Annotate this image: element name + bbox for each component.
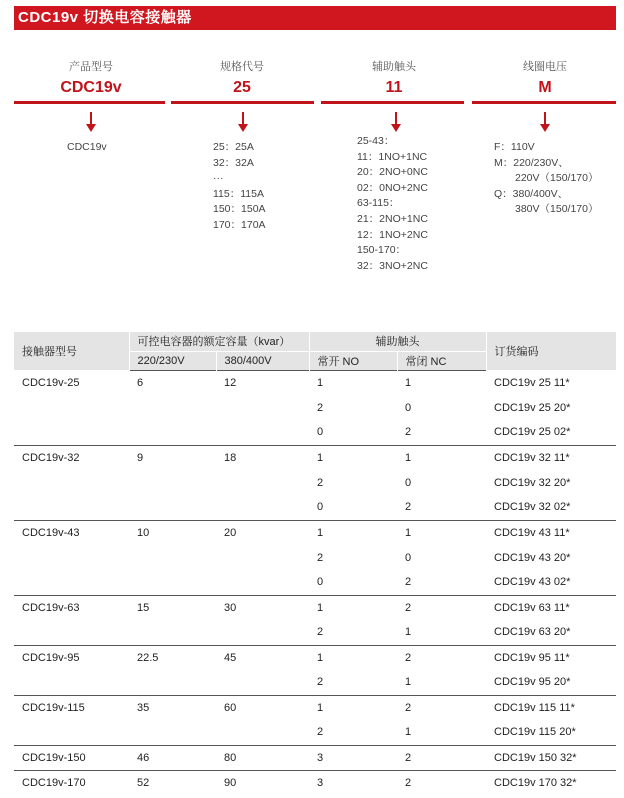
option-item: 25：25A bbox=[213, 141, 254, 153]
code-label: 辅助触头 bbox=[372, 61, 416, 73]
cell-v2 bbox=[216, 470, 309, 495]
option-item: 32：3NO+2NC bbox=[357, 259, 428, 272]
code-label: 规格代号 bbox=[220, 61, 264, 73]
code-value: M bbox=[538, 79, 552, 96]
cell-order-code: CDC19v 95 11* bbox=[494, 651, 570, 664]
cell-order-code: CDC19v 115 11* bbox=[494, 701, 575, 714]
cell-no: 2 bbox=[309, 620, 397, 645]
arrow-down-icon bbox=[540, 112, 550, 136]
code-underline bbox=[171, 101, 314, 104]
table-row bbox=[14, 445, 616, 470]
cell-order-code: CDC19v 115 20* bbox=[486, 720, 616, 745]
option-item: 380V（150/170） bbox=[494, 203, 599, 216]
option-item: 25-43： bbox=[357, 135, 395, 147]
cell-nc: 2 bbox=[397, 495, 486, 520]
table-row bbox=[14, 745, 616, 770]
table-row bbox=[14, 370, 616, 395]
options-spec bbox=[213, 140, 266, 234]
head-aux: 辅助触头 bbox=[309, 332, 486, 351]
cell-model: CDC19v-150 bbox=[14, 745, 129, 770]
table-row bbox=[14, 620, 616, 645]
options-coil bbox=[494, 140, 598, 218]
arrow-down-icon bbox=[391, 112, 401, 136]
head-order: 订货编码 bbox=[486, 332, 616, 370]
head-nc: 常闭 NC bbox=[397, 351, 486, 370]
cell-v2: 90 bbox=[224, 776, 237, 789]
head-v1: 220/230V bbox=[129, 351, 216, 370]
cell-model: CDC19v-25 bbox=[14, 370, 129, 395]
cell-nc: 1 bbox=[397, 670, 486, 695]
cell-no: 0 bbox=[309, 495, 397, 520]
cell-v2 bbox=[216, 420, 309, 445]
table-row bbox=[14, 695, 616, 720]
table-row bbox=[14, 720, 616, 745]
cell-v1 bbox=[129, 395, 216, 420]
cell-v1: 15 bbox=[137, 601, 150, 614]
cell-v1 bbox=[129, 720, 216, 745]
cell-v2 bbox=[216, 620, 309, 645]
option-item: 170：170A bbox=[213, 218, 266, 231]
code-coil bbox=[475, 58, 615, 100]
cell-v2 bbox=[216, 570, 309, 595]
options-aux bbox=[357, 134, 428, 274]
table-body bbox=[14, 370, 616, 795]
table-row bbox=[14, 645, 616, 670]
cell-v1: 52 bbox=[137, 776, 150, 789]
cell-no: 2 bbox=[317, 551, 324, 564]
cell-nc: 1 bbox=[405, 526, 412, 539]
cell-v1: 35 bbox=[137, 701, 150, 714]
cell-model bbox=[14, 570, 129, 595]
cell-nc: 2 bbox=[405, 701, 412, 714]
cell-nc: 0 bbox=[405, 401, 412, 414]
option-item: F：110V bbox=[494, 141, 535, 153]
code-underline bbox=[321, 101, 464, 104]
code-value: 11 bbox=[385, 79, 403, 96]
cell-nc: 2 bbox=[397, 570, 486, 595]
option-item: 150-170： bbox=[357, 244, 407, 257]
cell-v1 bbox=[129, 570, 216, 595]
cell-nc: 1 bbox=[397, 370, 486, 395]
cell-model: CDC19v-170 bbox=[22, 776, 86, 789]
cell-v1 bbox=[129, 420, 216, 445]
cell-v1 bbox=[129, 620, 216, 645]
cell-v1: 10 bbox=[137, 526, 150, 539]
code-value: 25 bbox=[233, 79, 251, 96]
code-product bbox=[21, 58, 161, 100]
cell-v1: 46 bbox=[129, 745, 216, 770]
cell-model bbox=[14, 395, 129, 420]
table-row bbox=[14, 770, 616, 795]
cell-model: CDC19v-95 bbox=[22, 651, 80, 664]
option-item: CDC19v bbox=[67, 141, 107, 153]
cell-no: 1 bbox=[317, 451, 324, 464]
code-label: 产品型号 bbox=[69, 61, 113, 73]
cell-model bbox=[14, 420, 129, 445]
cell-nc: 0 bbox=[405, 476, 412, 489]
option-item: 150：150A bbox=[213, 203, 266, 216]
cell-nc: 2 bbox=[405, 776, 412, 789]
cell-model bbox=[14, 670, 129, 695]
cell-model: CDC19v-43 bbox=[22, 526, 80, 539]
option-item: Q：380/400V、 bbox=[494, 187, 569, 200]
cell-no: 2 bbox=[317, 476, 324, 489]
option-item: M：220/230V、 bbox=[494, 156, 569, 169]
cell-order-code: CDC19v 43 20* bbox=[494, 551, 571, 564]
option-item: 20：2NO+0NC bbox=[357, 166, 428, 179]
cell-v1 bbox=[129, 470, 216, 495]
cell-v1: 6 bbox=[129, 370, 216, 395]
section-title: CDC19v 切换电容接触器 bbox=[14, 6, 616, 30]
option-item: 12：1NO+2NC bbox=[357, 228, 428, 241]
cell-v1 bbox=[129, 545, 216, 570]
cell-model bbox=[14, 545, 129, 570]
table-row bbox=[14, 470, 616, 495]
cell-no: 1 bbox=[317, 701, 324, 714]
table-row bbox=[14, 670, 616, 695]
cell-no: 3 bbox=[309, 745, 397, 770]
options-product bbox=[67, 140, 107, 156]
cell-nc: 1 bbox=[405, 451, 412, 464]
code-label: 线圈电压 bbox=[523, 61, 567, 73]
table-row bbox=[14, 545, 616, 570]
head-no: 常开 NO bbox=[309, 351, 397, 370]
cell-nc: 2 bbox=[405, 651, 412, 664]
cell-no: 0 bbox=[309, 570, 397, 595]
cell-model bbox=[14, 495, 129, 520]
arrow-down-icon bbox=[86, 112, 96, 136]
cell-nc: 2 bbox=[397, 745, 486, 770]
cell-model: CDC19v-32 bbox=[22, 451, 80, 464]
cell-no: 1 bbox=[317, 526, 324, 539]
cell-model: CDC19v-63 bbox=[22, 601, 80, 614]
cell-order-code: CDC19v 32 02* bbox=[486, 495, 616, 520]
cell-nc: 1 bbox=[397, 720, 486, 745]
cell-model: CDC19v-115 bbox=[22, 701, 85, 714]
cell-v2 bbox=[216, 720, 309, 745]
option-item: 220V（150/170） bbox=[494, 172, 599, 185]
cell-v1 bbox=[129, 495, 216, 520]
table-row bbox=[14, 420, 616, 445]
cell-v2: 18 bbox=[224, 451, 237, 464]
code-aux bbox=[324, 58, 464, 100]
cell-no: 1 bbox=[317, 651, 324, 664]
cell-v2 bbox=[216, 545, 309, 570]
code-underline bbox=[472, 101, 616, 104]
table-row bbox=[14, 570, 616, 595]
cell-order-code: CDC19v 25 02* bbox=[486, 420, 616, 445]
cell-order-code: CDC19v 43 11* bbox=[494, 526, 570, 539]
cell-no: 3 bbox=[317, 776, 324, 789]
cell-order-code: CDC19v 25 11* bbox=[486, 370, 616, 395]
table-row bbox=[14, 495, 616, 520]
cell-order-code: CDC19v 25 20* bbox=[494, 401, 571, 414]
cell-v1: 22.5 bbox=[137, 651, 159, 664]
table-row bbox=[14, 395, 616, 420]
cell-no: 2 bbox=[309, 720, 397, 745]
cell-nc: 1 bbox=[397, 620, 486, 645]
option-item: 21：2NO+1NC bbox=[357, 212, 428, 225]
cell-order-code: CDC19v 63 20* bbox=[486, 620, 616, 645]
cell-v2 bbox=[216, 495, 309, 520]
table-row bbox=[14, 595, 616, 620]
code-value: CDC19v bbox=[60, 79, 122, 96]
code-spec bbox=[172, 58, 312, 100]
table-row bbox=[14, 520, 616, 545]
cell-v2 bbox=[216, 670, 309, 695]
head-capacity: 可控电容器的额定容量（kvar） bbox=[129, 332, 309, 351]
cell-nc: 2 bbox=[405, 601, 412, 614]
cell-order-code: CDC19v 95 20* bbox=[486, 670, 616, 695]
cell-no: 2 bbox=[309, 670, 397, 695]
cell-order-code: CDC19v 43 02* bbox=[486, 570, 616, 595]
option-item: 32：32A bbox=[213, 156, 254, 169]
spec-table bbox=[14, 332, 616, 795]
cell-v2: 80 bbox=[216, 745, 309, 770]
cell-v2 bbox=[216, 395, 309, 420]
head-v2: 380/400V bbox=[216, 351, 309, 370]
code-underline bbox=[14, 101, 165, 104]
cell-model bbox=[14, 470, 129, 495]
cell-model bbox=[14, 620, 129, 645]
option-item: 115：115A bbox=[213, 187, 264, 200]
cell-v2: 45 bbox=[224, 651, 237, 664]
cell-order-code: CDC19v 170 32* bbox=[494, 776, 577, 789]
cell-order-code: CDC19v 150 32* bbox=[486, 745, 616, 770]
cell-v2: 30 bbox=[224, 601, 237, 614]
cell-v2: 12 bbox=[216, 370, 309, 395]
cell-v2: 60 bbox=[224, 701, 237, 714]
head-model: 接触器型号 bbox=[14, 332, 129, 370]
cell-nc: 0 bbox=[405, 551, 412, 564]
arrow-down-icon bbox=[238, 112, 248, 136]
cell-no: 1 bbox=[317, 601, 324, 614]
cell-no: 2 bbox=[317, 401, 324, 414]
option-item: 11：1NO+1NC bbox=[357, 150, 428, 163]
cell-v2: 20 bbox=[224, 526, 237, 539]
cell-v1 bbox=[129, 670, 216, 695]
cell-model bbox=[14, 720, 129, 745]
cell-order-code: CDC19v 32 11* bbox=[494, 451, 570, 464]
option-item: 63-115： bbox=[357, 197, 400, 210]
cell-no: 0 bbox=[309, 420, 397, 445]
cell-order-code: CDC19v 32 20* bbox=[494, 476, 571, 489]
cell-nc: 2 bbox=[397, 420, 486, 445]
option-item: 02：0NO+2NC bbox=[357, 181, 428, 194]
cell-order-code: CDC19v 63 11* bbox=[494, 601, 570, 614]
cell-v1: 9 bbox=[137, 451, 144, 464]
option-item: ··· bbox=[213, 172, 224, 185]
cell-no: 1 bbox=[309, 370, 397, 395]
